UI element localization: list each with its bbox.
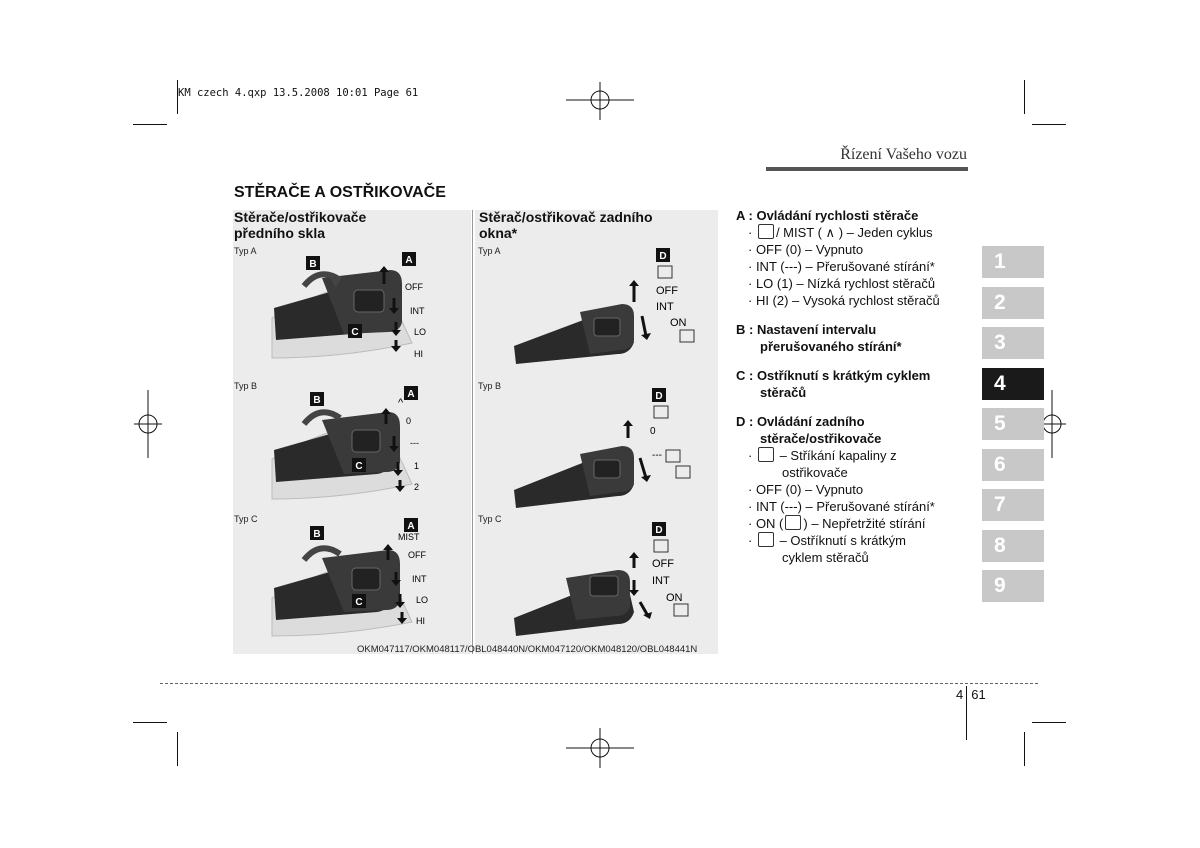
washer-icon (758, 447, 774, 462)
rear-typ-a-illustration (510, 246, 715, 370)
rear-wiper-title: Stěrač/ostřikovač zadního okna* (479, 209, 653, 241)
svg-text:---: --- (652, 450, 662, 461)
svg-text:LO: LO (416, 595, 429, 605)
svg-text:B: B (313, 395, 321, 406)
label-a: A (405, 255, 413, 266)
figure-caption: OKM047117/OKM048117/OBL048440N/OKM047120/OKM048120/OBL048441N (357, 644, 698, 655)
chapter-tab-9[interactable]: 9 (982, 570, 1044, 602)
desc-a-5: · HI (2) – Vysoká rychlost stěračů (748, 293, 940, 308)
front-typ-c: Typ C (234, 514, 258, 524)
label-mist-up: ^ (398, 397, 404, 409)
svg-text:D: D (655, 391, 663, 402)
rear-typ-b-illustration (510, 386, 715, 514)
svg-text:A: A (407, 389, 415, 400)
washer-icon (654, 406, 668, 418)
label-d: D (659, 251, 667, 262)
desc-a-3: · INT (---) – Přerušované stírání* (748, 259, 935, 274)
front-wiper-title: Stěrače/ostřikovače předního skla (234, 209, 367, 241)
page-number: 4 61 (956, 687, 986, 702)
desc-a-2: · OFF (0) – Vypnuto (748, 242, 864, 257)
description-list (736, 207, 976, 566)
header-rule (766, 167, 968, 171)
washer-icon (674, 604, 688, 616)
chapter-tab-3[interactable]: 3 (982, 327, 1044, 359)
rear-typ-b: Typ B (478, 381, 502, 391)
label-lo: LO (414, 327, 427, 337)
svg-text:INT: INT (412, 574, 427, 584)
label-off: OFF (405, 282, 423, 292)
washer-icon (680, 330, 694, 342)
desc-d-head: D : Ovládání zadního stěrače/ostřikovače (736, 414, 882, 446)
front-typ-a: Typ A (234, 246, 257, 256)
chapter-tab-5[interactable]: 5 (982, 408, 1044, 440)
svg-text:ON: ON (670, 317, 687, 329)
footer-rule (160, 683, 1038, 684)
mist-icon (758, 224, 774, 239)
svg-text:INT: INT (656, 301, 674, 313)
desc-a-head: A : Ovládání rychlosti stěrače (736, 208, 919, 223)
front-typ-b-illustration (262, 384, 462, 504)
rear-wiper-icon (785, 515, 801, 530)
label-int: INT (410, 306, 425, 316)
chapter-tab-4[interactable]: 4 (982, 368, 1044, 400)
svg-text:D: D (655, 525, 663, 536)
washer-icon (666, 450, 680, 462)
svg-text:---: --- (410, 438, 419, 448)
desc-d-3: · INT (---) – Přerušované stírání* (748, 499, 935, 514)
svg-text:OFF: OFF (408, 550, 426, 560)
desc-a-1: · / MIST ( ∧ ) – Jeden cyklus (748, 225, 933, 240)
svg-text:A: A (407, 521, 415, 532)
desc-c-head: C : Ostříknutí s krátkým cyklem stěračů (736, 368, 931, 400)
front-typ-b: Typ B (234, 381, 258, 391)
front-typ-a-illustration (262, 248, 462, 368)
svg-text:C: C (355, 597, 363, 608)
chapter-title: Řízení Vašeho vozu (840, 146, 967, 163)
print-slug: KM czech 4.qxp 13.5.2008 10:01 Page 61 (178, 87, 419, 99)
chapter-tab-2[interactable]: 2 (982, 287, 1044, 319)
desc-b-head: B : Nastavení intervalu přerušovaného stírání* (736, 322, 902, 354)
label-hi: HI (414, 349, 423, 359)
rear-typ-c: Typ C (478, 514, 502, 524)
desc-d-1: · – Stříkání kapaliny z ostřikovače (748, 448, 897, 480)
chapter-tab-8[interactable]: 8 (982, 530, 1044, 562)
page-number-separator (966, 686, 967, 740)
washer-icon (654, 540, 668, 552)
svg-text:0: 0 (406, 416, 412, 426)
rear-typ-c-illustration (510, 520, 715, 644)
svg-text:0: 0 (650, 426, 656, 437)
svg-text:OFF: OFF (652, 558, 674, 570)
chapter-tab-6[interactable]: 6 (982, 449, 1044, 481)
svg-text:MIST: MIST (398, 532, 420, 542)
rear-typ-a: Typ A (478, 246, 501, 256)
front-typ-c-illustration (262, 518, 462, 640)
desc-a-4: · LO (1) – Nízká rychlost stěračů (748, 276, 936, 291)
washer-icon (658, 266, 672, 278)
desc-d-5: · – Ostříknutí s krátkým cyklem stěračů (748, 533, 906, 565)
caret-up-icon: ∧ (821, 225, 839, 240)
desc-d-4: · ON ( ) – Nepřetržité stírání (748, 516, 926, 531)
label-b: B (309, 259, 317, 270)
chapter-tab-7[interactable]: 7 (982, 489, 1044, 521)
panel-divider (472, 210, 473, 654)
svg-text:INT: INT (652, 575, 670, 587)
desc-d-2: · OFF (0) – Vypnuto (748, 482, 864, 497)
svg-text:OFF: OFF (656, 285, 678, 297)
chapter-tab-1[interactable]: 1 (982, 246, 1044, 278)
washer-icon (676, 466, 690, 478)
label-c: C (351, 327, 359, 338)
washer-icon (758, 532, 774, 547)
svg-text:HI: HI (416, 616, 425, 626)
svg-text:B: B (313, 529, 321, 540)
svg-text:1: 1 (414, 461, 420, 471)
svg-text:C: C (355, 461, 363, 472)
svg-text:2: 2 (414, 482, 420, 492)
svg-text:ON: ON (666, 592, 683, 604)
section-title: STĚRAČE A OSTŘIKOVAČE (234, 184, 446, 201)
